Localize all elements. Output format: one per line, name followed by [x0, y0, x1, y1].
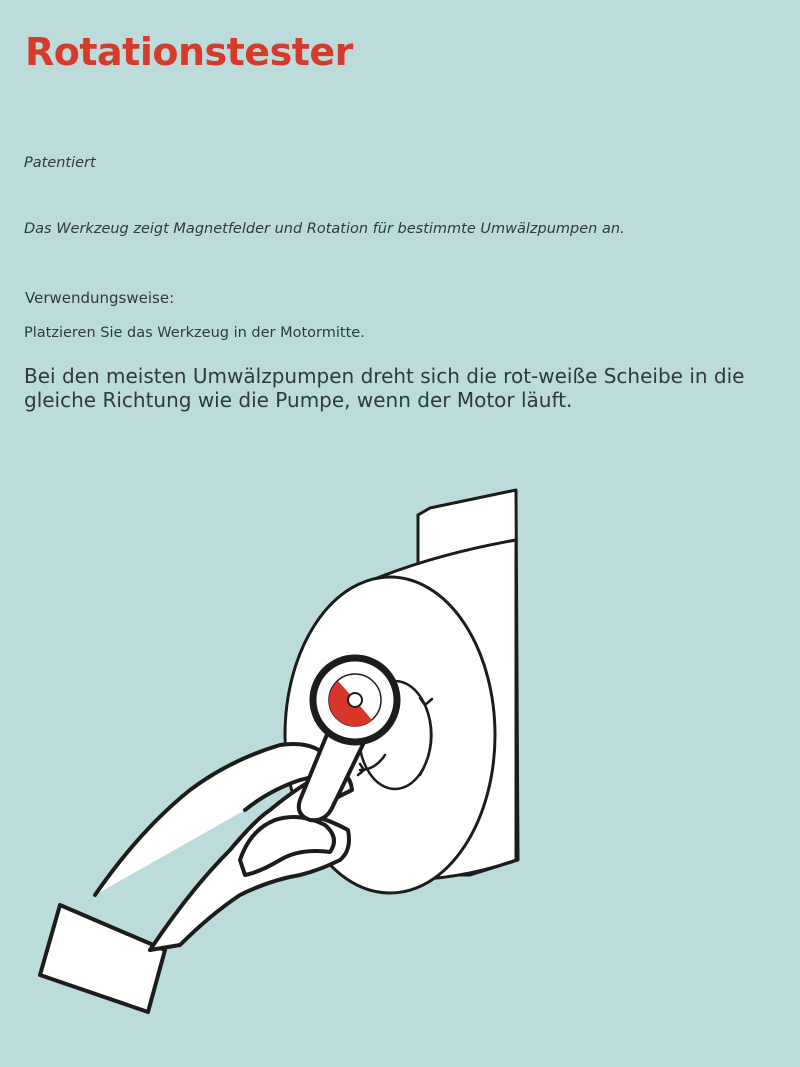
patent-note: Patentiert — [24, 155, 96, 171]
rotation-tester-illustration — [0, 470, 800, 1067]
red-white-disc-icon — [329, 674, 381, 726]
usage-note: Bei den meisten Umwälzpumpen dreht sich die rot-weiße Scheibe in die gleiche Richtung wie die Pumpe, wenn der Motor läuft. — [24, 364, 745, 412]
page-title: Rotationstester — [25, 30, 353, 74]
usage-heading: Verwendungsweise: — [25, 289, 175, 307]
usage-step: Platzieren Sie das Werkzeug in der Motormitte. — [24, 325, 365, 341]
intro-text: Das Werkzeug zeigt Magnetfelder und Rotation für bestimmte Umwälzpumpen an. — [24, 221, 625, 237]
